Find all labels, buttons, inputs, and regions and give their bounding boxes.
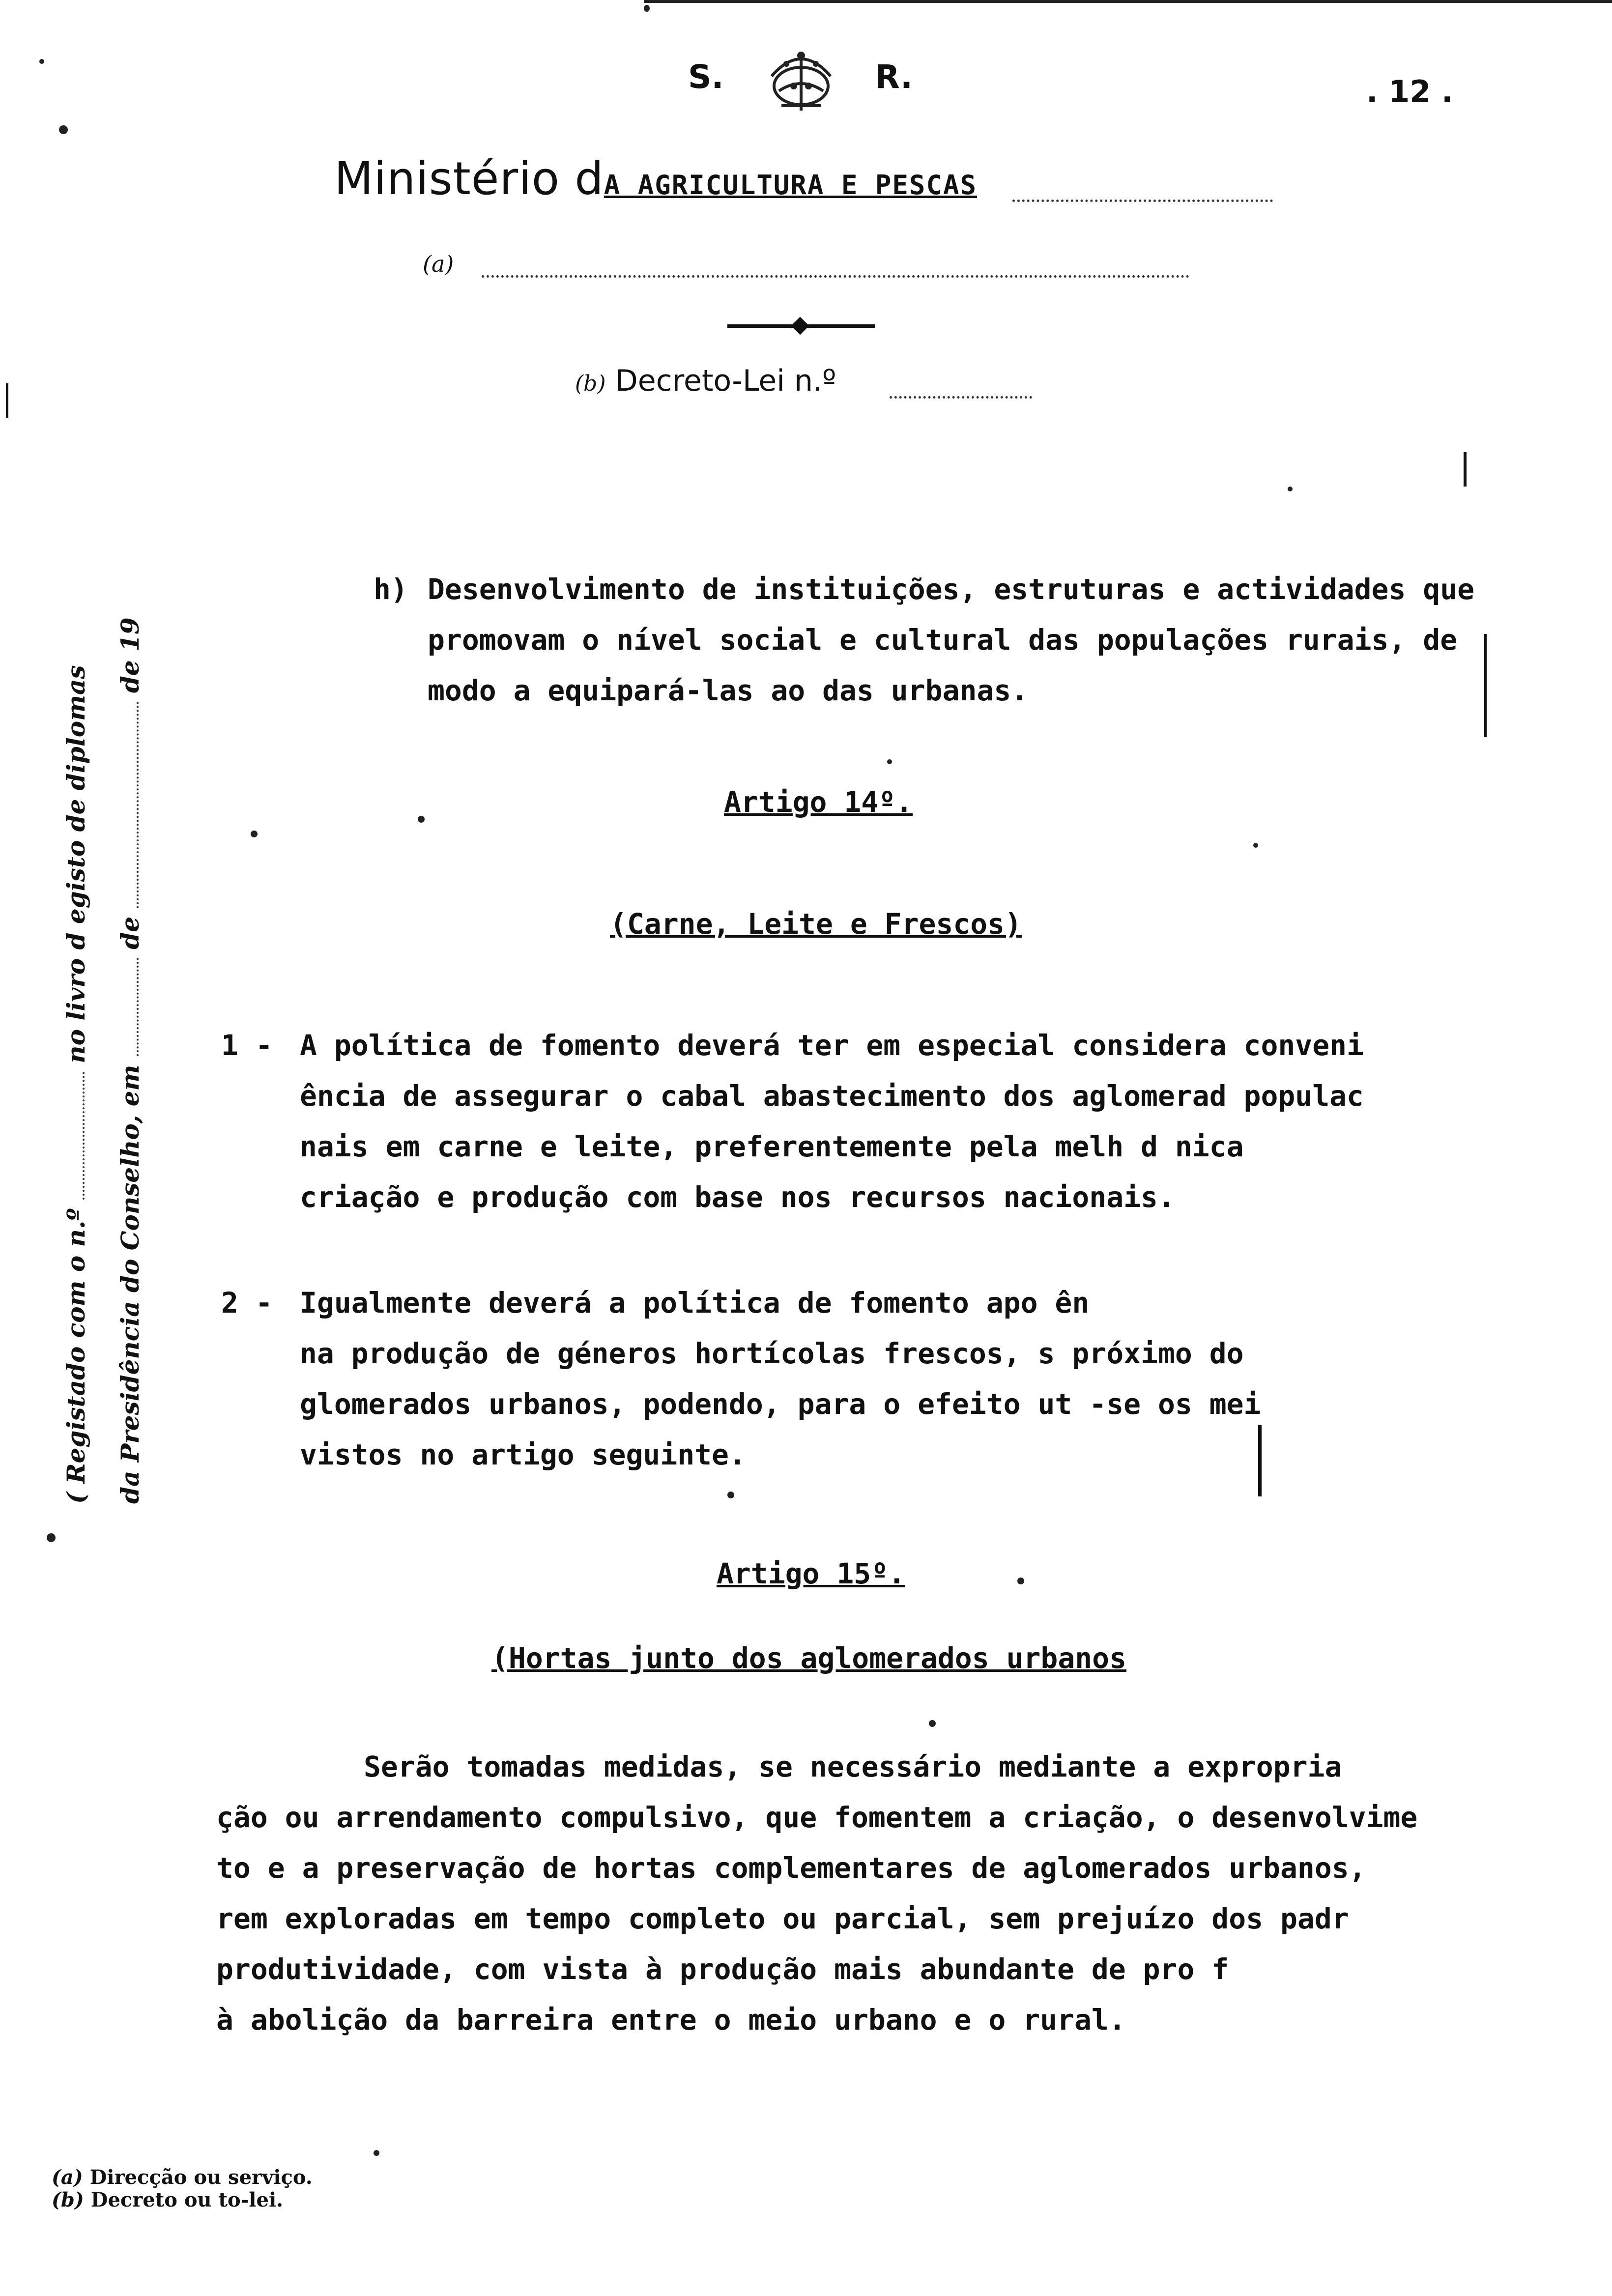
scan-mark — [6, 383, 8, 418]
scan-speck — [1017, 1578, 1024, 1584]
ministry-dotted-line — [1012, 200, 1273, 202]
top-edge-line — [644, 0, 1612, 3]
decree-label-b: (b) — [575, 371, 606, 396]
body-line: à abolição da barreira entre o meio urbano e o rural. — [216, 2003, 1126, 2037]
article-14-paragraph-1 — [221, 1020, 1364, 1223]
coat-of-arms-icon — [752, 47, 850, 115]
footnotes — [52, 2166, 313, 2211]
paragraph-line: glomerados urbanos, podendo, para o efeito ut -se os mei — [300, 1387, 1261, 1421]
item-h-line-2: promovam o nível social e cultural das populações rurais, de — [428, 623, 1458, 657]
body-line: ção ou arrendamento compulsivo, que fomentem a criação, o desenvolvime — [216, 1801, 1418, 1834]
scan-mark — [1258, 1425, 1262, 1496]
ministry-heading — [334, 152, 977, 205]
scan-speck — [727, 1492, 734, 1498]
line-a-dotted-blank — [482, 275, 1189, 278]
article-15-subtitle: (Hortas junto dos aglomerados urbanos — [491, 1641, 1127, 1675]
scan-speck — [887, 759, 892, 764]
scan-speck — [374, 2150, 379, 2156]
ministry-prefix: Ministério d — [334, 152, 604, 205]
divider-diamond-icon — [791, 317, 809, 335]
body-line: to e a preservação de hortas complementares de aglomerados urbanos, — [216, 1851, 1366, 1885]
margin-blank — [137, 958, 139, 1056]
page-number: . 12 . — [1366, 74, 1453, 110]
paragraph-line: vistos no artigo seguinte. — [300, 1438, 746, 1471]
scan-speck — [929, 1720, 936, 1727]
footnote-a: (a) Direcção ou serviço. — [52, 2166, 313, 2189]
paragraph-line: 2 - Igualmente deverá a política de fomento apo ên — [221, 1278, 1261, 1328]
paragraph-line: na produção de géneros hortícolas frescos, s próximo do — [300, 1337, 1244, 1370]
decree-dotted-blank — [890, 396, 1032, 399]
article-15-body — [216, 1742, 1417, 2045]
margin-note-line-1: ( Registado com o n.º no livro d egisto de diplomas — [61, 665, 90, 1504]
scan-speck — [418, 816, 425, 823]
sr-right-letter: R. — [875, 58, 913, 96]
paragraph-number: 2 - — [221, 1286, 273, 1320]
article-14-subtitle: (Carne, Leite e Frescos) — [609, 907, 1022, 941]
decree-text: Decreto-Lei n.º — [615, 364, 836, 398]
scan-speck — [644, 5, 650, 12]
body-line: Serão tomadas medidas, se necessário mediante a expropria — [364, 1750, 1342, 1783]
sr-left-letter: S. — [688, 58, 724, 96]
item-h-line-1: h) Desenvolvimento de instituições, estruturas e actividades que — [374, 564, 1474, 615]
article-14-title: Artigo 14º. — [723, 785, 913, 819]
registration-margin-note — [49, 570, 157, 1504]
paragraph-line: ência de assegurar o cabal abastecimento dos aglomerad populac — [300, 1079, 1364, 1113]
margin-blank — [137, 702, 139, 908]
margin-note-line-2: da Presidência do Conselho, em de de 19 — [115, 617, 144, 1504]
scan-mark — [1464, 452, 1467, 487]
scan-speck — [59, 125, 68, 134]
paragraph-line: criação e produção com base nos recursos nacionais. — [300, 1180, 1175, 1214]
paragraph-number: 1 - — [221, 1029, 273, 1062]
item-h — [374, 564, 1474, 716]
scan-mark — [1484, 634, 1487, 737]
margin-blank — [83, 1072, 85, 1200]
item-h-tag: h) — [374, 573, 408, 606]
line-a-label: (a) — [423, 251, 454, 277]
paragraph-line: nais em carne e leite, preferentemente pela melh d nica — [300, 1130, 1244, 1163]
article-14-paragraph-2 — [221, 1278, 1261, 1480]
scan-speck — [1288, 487, 1293, 491]
body-line: rem exploradas em tempo completo ou parcial, sem prejuízo dos padr — [216, 1902, 1349, 1935]
decree-number-line — [575, 364, 836, 398]
item-h-line-3: modo a equipará-las ao das urbanas. — [428, 674, 1029, 707]
ministry-name: A AGRICULTURA E PESCAS — [604, 170, 977, 201]
scan-speck — [251, 831, 258, 837]
scan-speck — [39, 59, 44, 64]
footnote-b: (b) Decreto ou to-lei. — [52, 2188, 284, 2211]
paragraph-line: 1 - A política de fomento deverá ter em especial considera conveni — [221, 1020, 1364, 1071]
scan-speck — [1253, 843, 1258, 848]
scan-speck — [47, 1533, 56, 1542]
body-line: produtividade, com vista à produção mais abundante de pro f — [216, 1952, 1229, 1986]
article-15-title: Artigo 15º. — [716, 1557, 906, 1590]
